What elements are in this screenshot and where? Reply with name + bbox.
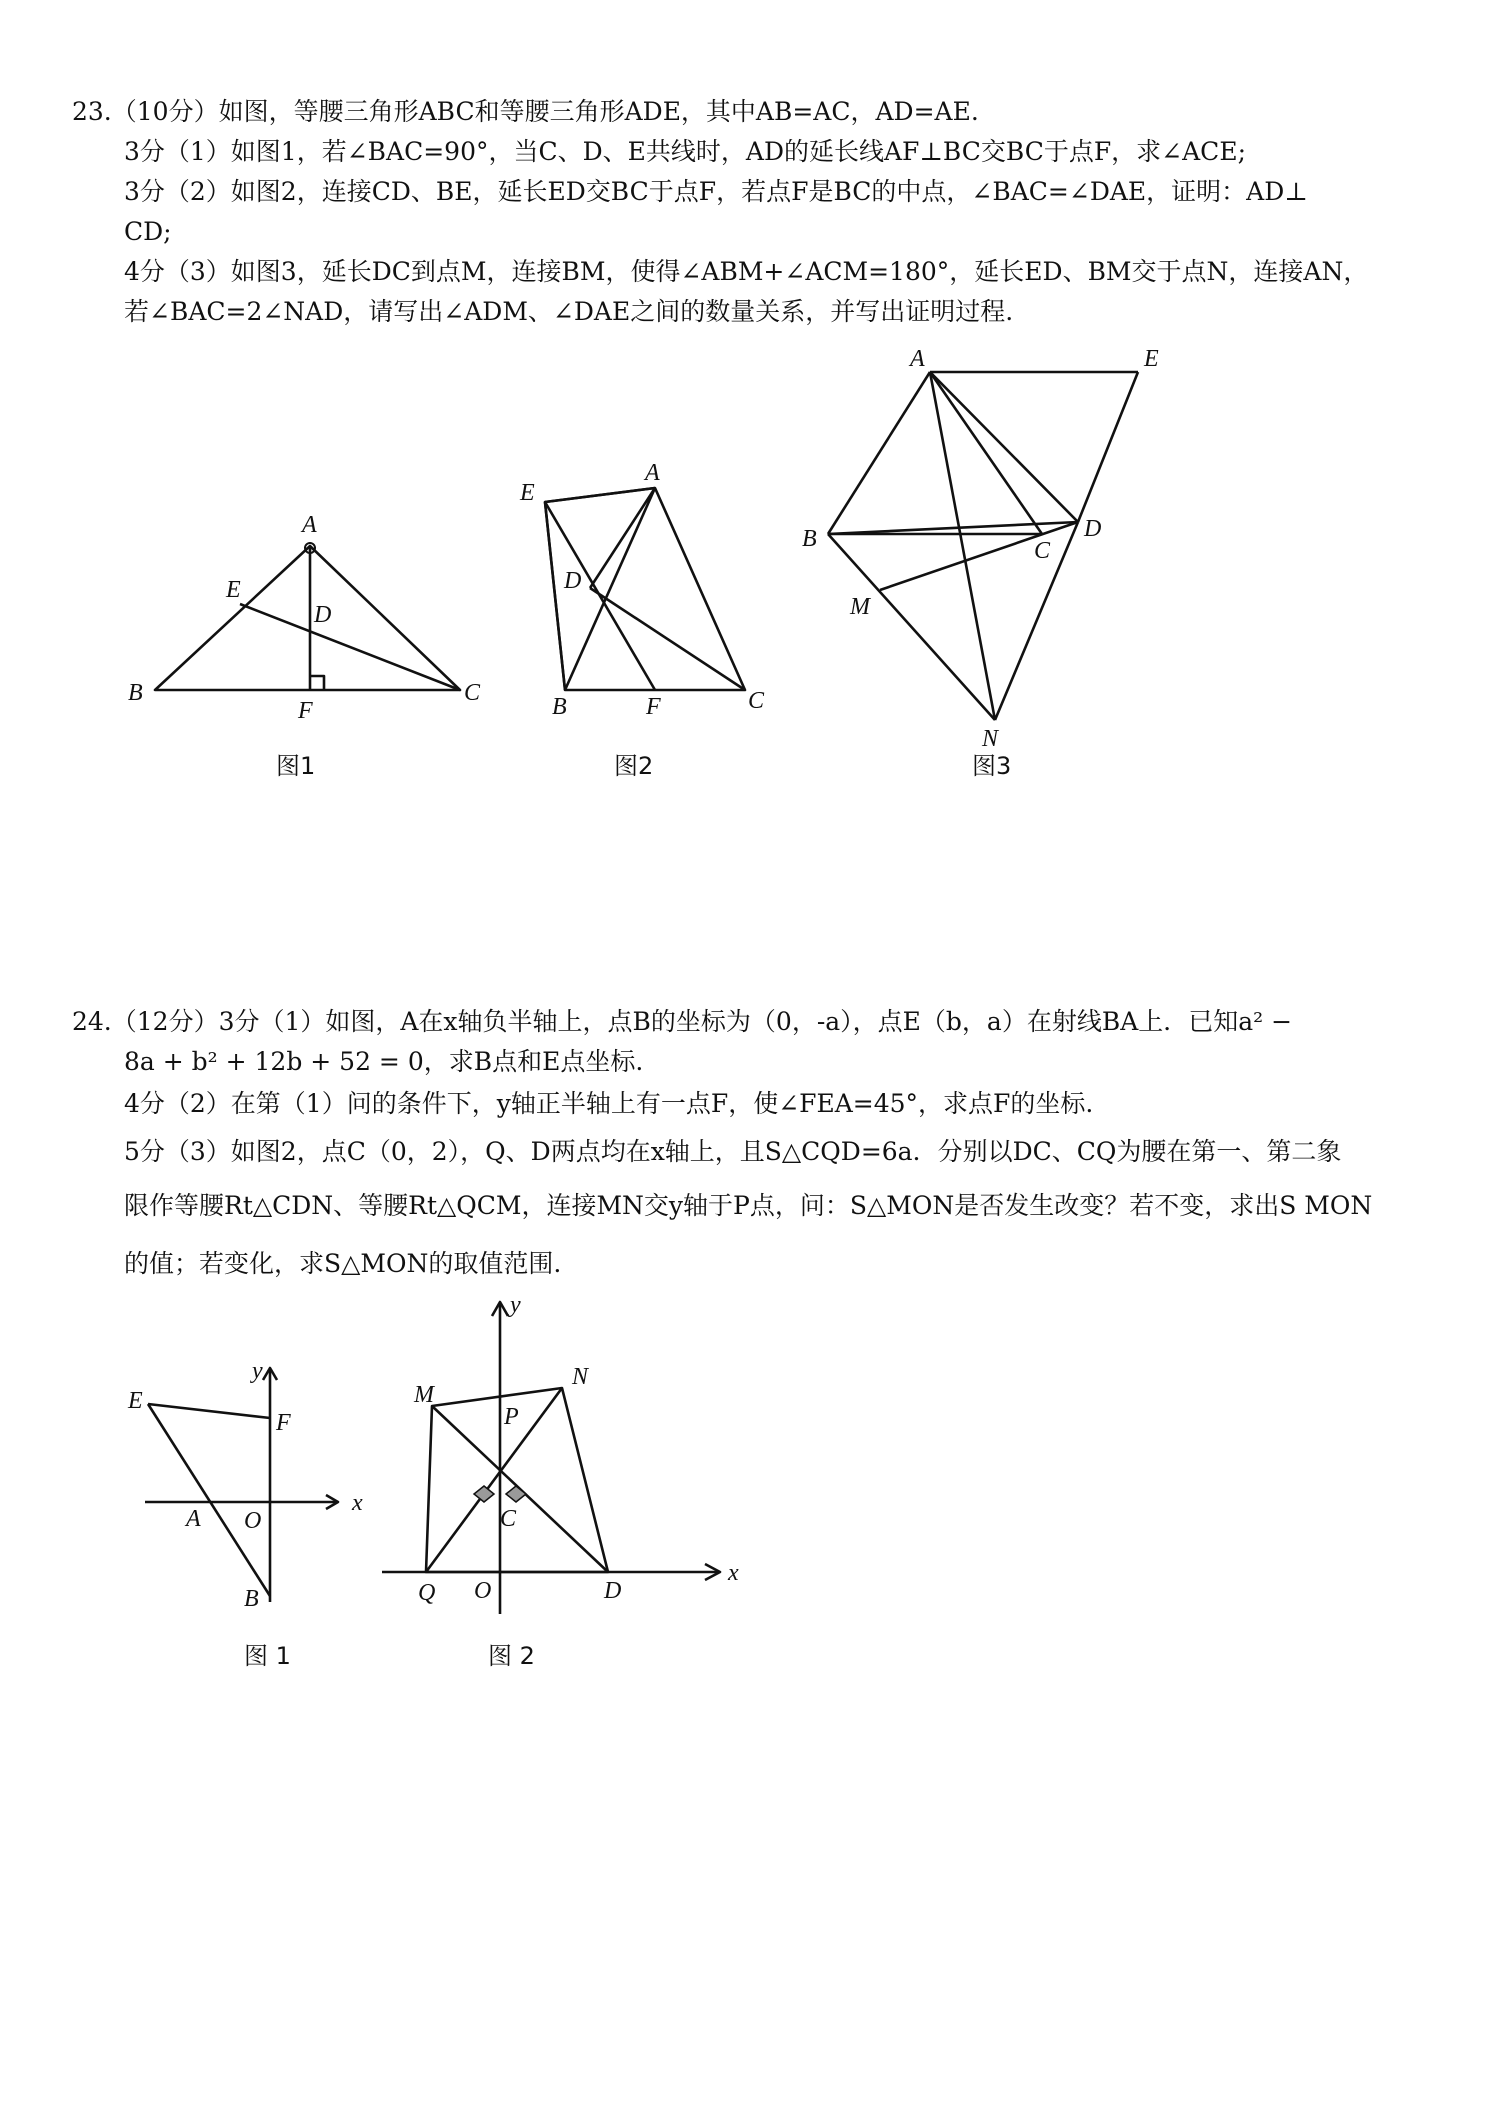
fig3-label-c: C [1034,538,1051,564]
fig3-label-a: A [910,346,925,372]
q24-part1-line1: 24.（12分）3分（1）如图，A在x轴负半轴上，点B的坐标为（0，-a），点E（b，a）在射线BA上．已知a² − [72,1007,1293,1036]
q24-fig2-label-o: O [474,1578,492,1604]
fig1-label-e: E [226,577,241,603]
fig2-label-f: F [646,694,661,720]
fig1-label-f: F [298,698,313,724]
q24-part3-line2: 限作等腰Rt△CDN、等腰Rt△QCM，连接MN交y轴于P点，问：S△MON是否发生改变？若不变，求出S MON [124,1191,1373,1220]
fig3-label-e: E [1144,346,1159,372]
fig3-label-m: M [850,594,870,620]
q24-fig1-label-y: y [252,1358,263,1384]
q24-part1-line2: 8a + b² + 12b + 52 = 0，求B点和E点坐标. [124,1047,644,1076]
q24-fig2-caption: 图 2 [488,1642,535,1670]
q24-fig2-label-x: x [728,1560,739,1586]
q23-header: 23.（10分）如图，等腰三角形ABC和等腰三角形ADE，其中AB=AC，AD=AE. [72,97,979,126]
q24-fig1-label-x: x [352,1490,363,1516]
fig3-label-n: N [982,726,999,752]
q24-fig2-label-q: Q [418,1580,436,1606]
fig3-label-b: B [802,526,817,552]
q24-part3-line1: 5分（3）如图2，点C（0，2），Q、D两点均在x轴上，且S△CQD=6a．分别以DC、CQ为腰在第一、第二象 [124,1137,1342,1166]
q23-fig1-caption: 图1 [276,752,316,780]
fig1-label-a: A [302,512,317,538]
q23-part2-line1: 3分（2）如图2，连接CD、BE，延长ED交BC于点F，若点F是BC的中点，∠BAC=∠DAE，证明：AD⊥ [124,177,1308,206]
q23-fig2-caption: 图2 [614,752,654,780]
fig2-label-c: C [748,688,765,714]
q24-fig2-label-c: C [500,1506,517,1532]
fig1-label-c: C [464,680,481,706]
q23-part3-line2: 若∠BAC=2∠NAD，请写出∠ADM、∠DAE之间的数量关系，并写出证明过程. [124,297,1014,326]
fig2-label-d: D [564,568,582,594]
fig3-label-d: D [1084,516,1102,542]
q23-fig3-caption: 图3 [972,752,1012,780]
fig1-label-b: B [128,680,143,706]
q24-fig1-caption: 图 1 [244,1642,291,1670]
q24-part2: 4分（2）在第（1）问的条件下，y轴正半轴上有一点F，使∠FEA=45°，求点F的坐标. [124,1089,1094,1118]
q24-fig1-label-a: A [186,1506,201,1532]
fig2-label-a: A [645,460,660,486]
fig1-label-d: D [314,602,332,628]
q24-fig2-label-n: N [572,1364,589,1390]
q24-fig2-label-d: D [604,1578,622,1604]
q23-part3-line1: 4分（3）如图3，延长DC到点M，连接BM，使得∠ABM+∠ACM=180°，延长ED、BM交于点N，连接AN， [124,257,1369,286]
q24-fig2-label-p: P [504,1404,519,1430]
q24-part3-line3: 的值；若变化，求S△MON的取值范围. [124,1249,562,1278]
fig2-label-e: E [520,480,535,506]
q24-fig1-label-f: F [276,1410,291,1436]
q24-fig2-label-y: y [510,1292,521,1318]
q24-fig1-label-b: B [244,1586,259,1612]
fig2-label-b: B [552,694,567,720]
q23-part1: 3分（1）如图1，若∠BAC=90°，当C、D、E共线时，AD的延长线AF⊥BC交BC于点F，求∠ACE; [124,137,1246,166]
q24-fig1-label-e: E [128,1388,143,1414]
q24-fig2-label-m: M [414,1382,434,1408]
q23-part2-line2: CD; [124,217,172,246]
q24-fig1-label-o: O [244,1508,262,1534]
